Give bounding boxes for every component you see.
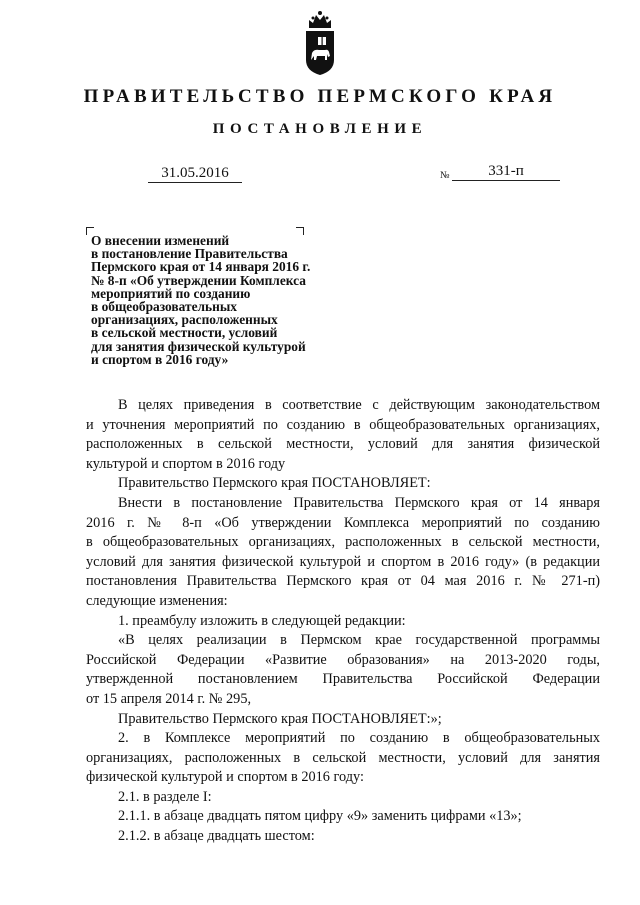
subject-line: в общеобразовательных — [91, 299, 237, 315]
body-line: Внести в постановление Правительства Пермского края от 14 января — [118, 494, 600, 511]
subject-line: для занятия физической культурой — [91, 338, 306, 354]
body-line: 2016 г. № 8-п «Об утверждении Комплекса мероприятий по созданию — [86, 514, 600, 531]
body-line: расположенных в сельской местности, условий для занятия физической — [86, 436, 600, 453]
body-line: 2.1. в разделе I: — [118, 788, 212, 805]
body-line: в общеобразовательных организациях, расположенных в сельской местности, — [86, 534, 600, 551]
subject-line: организациях, расположенных — [91, 312, 278, 328]
body-line: Правительство Пермского края ПОСТАНОВЛЯЕТ:»; — [118, 710, 442, 727]
document-date: 31.05.2016 — [148, 164, 242, 183]
body-line: 2.1.1. в абзаце двадцать пятом цифру «9» заменить цифрами «13»; — [118, 808, 522, 825]
body-line: 2.1.2. в абзаце двадцать шестом: — [118, 828, 315, 845]
number-sign: № — [440, 170, 450, 181]
coat-of-arms-icon — [303, 8, 337, 78]
body-line: физической культурой и спортом в 2016 году: — [86, 769, 364, 786]
subject-line: в сельской местности, условий — [91, 325, 278, 341]
subject-line: в постановление Правительства — [91, 246, 288, 262]
body-line: постановления Правительства Пермского края от 04 мая 2016 г. № 271-п) — [86, 573, 600, 590]
document-body — [86, 396, 600, 847]
body-line: и уточнения мероприятий по созданию в общеобразовательных организациях, — [86, 416, 600, 433]
document-subject — [91, 234, 351, 366]
body-line: Правительство Пермского края ПОСТАНОВЛЯЕТ: — [118, 475, 431, 492]
body-line: Российской Федерации «Развитие образования» на 2013-2020 годы, — [86, 651, 600, 668]
body-line: утвержденной постановлением Правительства Российской Федерации — [86, 671, 600, 688]
body-line: культурой и спортом в 2016 году — [86, 455, 286, 472]
body-line: 2. в Комплексе мероприятий по созданию в общеобразовательных — [118, 730, 600, 747]
document-type: ПОСТАНОВЛЕНИЕ — [212, 121, 428, 137]
document-number: 331-п — [452, 162, 560, 181]
body-line: В целях приведения в соответствие с действующим законодательством — [118, 397, 600, 413]
body-line: от 15 апреля 2014 г. № 295, — [86, 690, 252, 707]
body-line: «В целях реализации в Пермском крае государственной программы — [118, 632, 600, 649]
subject-line: Пермского края от 14 января 2016 г. — [91, 259, 311, 275]
government-title: ПРАВИТЕЛЬСТВО ПЕРМСКОГО КРАЯ — [83, 86, 557, 107]
body-line: следующие изменения: — [86, 592, 228, 609]
subject-line: О внесении изменений — [91, 233, 230, 248]
body-line: условий для занятия физической культурой и спортом в 2016 году» (в редакции — [86, 553, 600, 570]
subject-line: мероприятий по созданию — [91, 285, 251, 301]
body-line: организациях, расположенных в сельской местности, условий для занятия — [86, 749, 600, 766]
subject-line: № 8-п «Об утверждении Комплекса — [91, 272, 306, 288]
subject-line: и спортом в 2016 году» — [91, 351, 229, 367]
body-line: 1. преамбулу изложить в следующей редакции: — [118, 612, 406, 629]
